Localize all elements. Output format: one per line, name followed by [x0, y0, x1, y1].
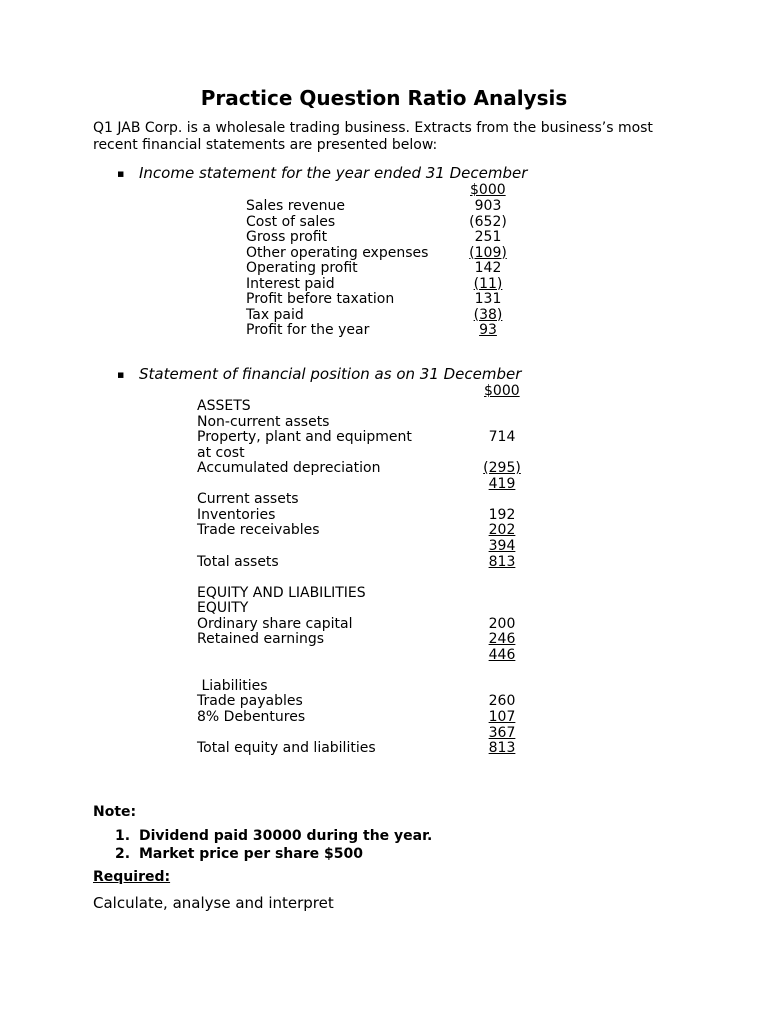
- row-value: 246: [488, 631, 516, 648]
- income-statement-heading: Income statement for the year ended 31 December: [139, 164, 528, 182]
- row-value: 251: [474, 229, 502, 245]
- table-row: [197, 569, 617, 585]
- row-label: Non-current assets: [197, 413, 330, 430]
- row-value: 419: [488, 475, 516, 492]
- row-label: Ordinary share capital: [197, 615, 353, 632]
- table-row: [197, 460, 617, 476]
- row-value: 200: [488, 615, 516, 632]
- table-row: [246, 245, 666, 261]
- row-label: Total equity and liabilities: [197, 740, 376, 757]
- row-label: Retained earnings: [197, 631, 325, 648]
- row-value: 142: [474, 260, 502, 276]
- row-label: Gross profit: [246, 229, 328, 245]
- row-value: (38): [473, 306, 503, 323]
- table-row: [246, 276, 666, 292]
- income-unit-header: $000: [470, 182, 506, 198]
- table-row: [197, 616, 617, 632]
- table-row: [246, 198, 666, 214]
- table-row: [197, 585, 617, 601]
- table-row: [197, 429, 617, 445]
- table-row: [197, 554, 617, 570]
- row-label: Trade payables: [197, 693, 303, 710]
- row-value: 93: [479, 322, 497, 338]
- table-row: [197, 740, 617, 756]
- row-label: Tax paid: [246, 306, 304, 323]
- row-label: EQUITY AND LIABILITIES: [197, 584, 366, 601]
- table-row: [197, 445, 617, 461]
- table-row: [246, 322, 666, 338]
- bullet-marker-icon: ▪: [117, 167, 125, 180]
- row-label: Total assets: [197, 553, 279, 570]
- table-row: [246, 260, 666, 276]
- row-label: Interest paid: [246, 275, 335, 292]
- row-value: (652): [469, 213, 507, 230]
- row-value: 813: [488, 553, 516, 570]
- row-label: 8% Debentures: [197, 709, 306, 725]
- row-value: 394: [488, 537, 516, 554]
- bullet-marker-icon: ▪: [117, 368, 125, 381]
- table-row: [197, 725, 617, 741]
- row-label: Other operating expenses: [246, 244, 429, 261]
- row-label: Sales revenue: [246, 198, 346, 214]
- intro-paragraph: Q1 JAB Corp. is a wholesale trading business. Extracts from the business’s most recent financial statements are presented below:: [93, 120, 653, 153]
- row-value: 367: [488, 724, 516, 741]
- row-label: Trade receivables: [197, 522, 320, 539]
- table-row: [197, 398, 617, 414]
- required-text: Calculate, analyse and interpret: [93, 894, 334, 912]
- row-value: 131: [474, 291, 502, 307]
- table-row: [197, 522, 617, 538]
- row-label: Profit for the year: [246, 322, 370, 338]
- table-row: [197, 507, 617, 523]
- row-value: 813: [488, 740, 516, 757]
- row-label: at cost: [197, 444, 245, 461]
- financial-position-heading: Statement of financial position as on 31 December: [139, 365, 522, 383]
- position-unit-header: $000: [484, 383, 520, 399]
- table-row: [197, 414, 617, 430]
- row-value: 107: [488, 709, 516, 725]
- table-row: [197, 693, 617, 709]
- note-label: Note:: [93, 804, 137, 820]
- row-value: 714: [488, 429, 516, 446]
- note-item: 1. Dividend paid 30000 during the year.: [115, 828, 433, 844]
- row-value: (295): [483, 460, 521, 477]
- table-row: [197, 647, 617, 663]
- table-row: [197, 600, 617, 616]
- table-row: [197, 678, 617, 694]
- required-label: Required:: [93, 869, 171, 885]
- row-label: Current assets: [197, 491, 299, 508]
- row-value: 446: [488, 646, 516, 663]
- row-label: ASSETS: [197, 398, 251, 414]
- row-label: Liabilities: [197, 677, 268, 694]
- table-row: [197, 491, 617, 507]
- row-value: 192: [488, 506, 516, 523]
- table-row: [197, 631, 617, 647]
- table-row: [246, 307, 666, 323]
- row-value: 202: [488, 522, 516, 539]
- note-item: 2. Market price per share $500: [115, 846, 363, 862]
- row-label: Inventories: [197, 506, 276, 523]
- row-value: (109): [469, 244, 507, 261]
- table-row: [197, 476, 617, 492]
- row-label: Profit before taxation: [246, 291, 395, 307]
- row-value: 903: [474, 198, 502, 214]
- row-label: Operating profit: [246, 260, 358, 276]
- row-label: Cost of sales: [246, 213, 336, 230]
- row-label: EQUITY: [197, 600, 249, 617]
- row-value: 260: [488, 693, 516, 710]
- table-row: [246, 214, 666, 230]
- table-row: [197, 662, 617, 678]
- row-label: Property, plant and equipment: [197, 429, 412, 446]
- table-row: [197, 538, 617, 554]
- row-value: (11): [473, 275, 503, 292]
- table-row: [197, 709, 617, 725]
- table-row: [246, 229, 666, 245]
- table-row: [246, 291, 666, 307]
- page-title: Practice Question Ratio Analysis: [200, 86, 568, 110]
- row-label: Accumulated depreciation: [197, 460, 381, 477]
